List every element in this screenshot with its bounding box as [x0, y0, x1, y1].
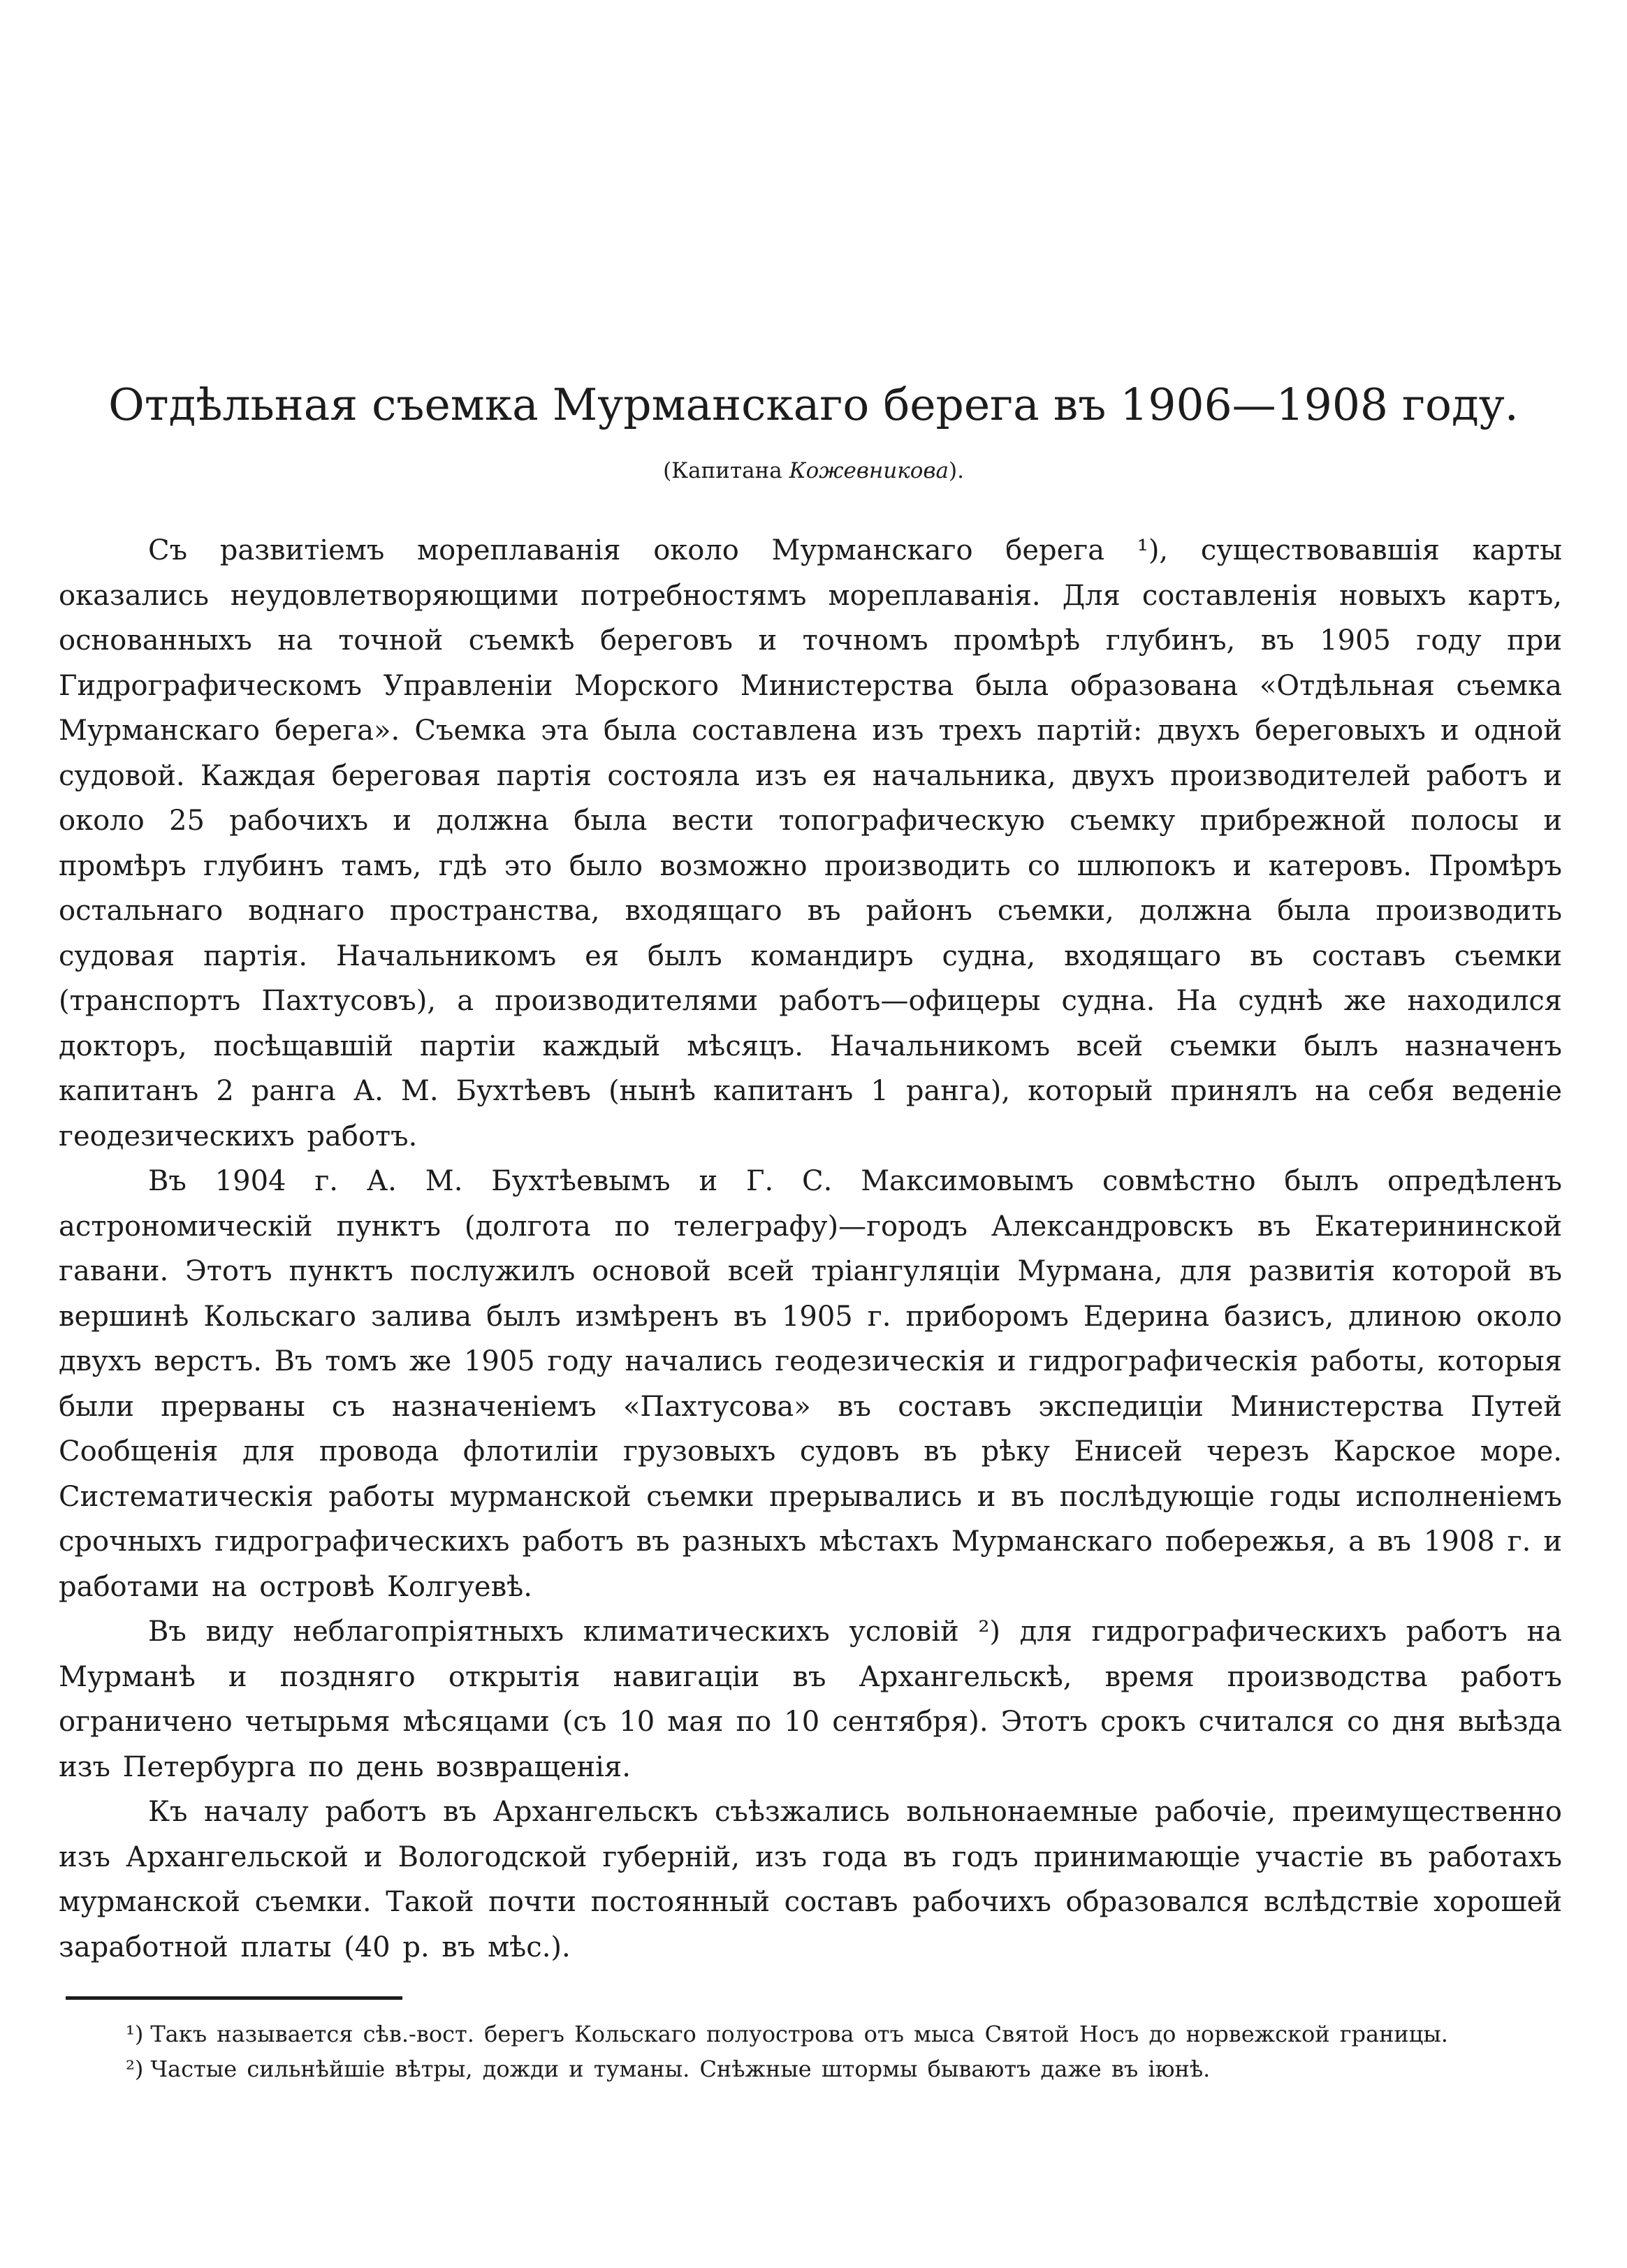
subtitle-suffix: ).	[948, 458, 964, 483]
footnote-1-marker: ¹)	[126, 2021, 144, 2047]
footnote-separator-rule	[66, 1996, 402, 2000]
footnote-2	[59, 2051, 1562, 2086]
footnote-2-text: Частые сильнѣйшіе вѣтры, дожди и туманы. Снѣжные штормы бываютъ даже въ іюнѣ.	[150, 2056, 1211, 2082]
subtitle-prefix: (Капитана	[663, 458, 789, 483]
paragraph-3: Въ виду неблагопріятныхъ климатическихъ условій ²) для гидрографическихъ работъ на Мурманѣ и поздняго открытія навигаціи въ Архангельскѣ, время производства работъ ограничено четырьмя мѣсяцами (съ 10 мая по 10 сентября). Этотъ срокъ считался со дня выѣзда изъ Петербурга по день возвращенія.	[59, 1616, 1562, 1783]
paragraph-4: Къ началу работъ въ Архангельскъ съѣзжались вольнонаемные рабочіе, преимущественно изъ Архангельской и Вологодской губерній, изъ года въ годъ принимающіе участіе въ работахъ мурманской съемки. Такой почти постоянный составъ рабочихъ образовался вслѣдствіе хорошей заработной платы (40 р. въ мѣс.).	[59, 1796, 1562, 1963]
footnote-1-text: Такъ называется сѣв.-вост. берегъ Кольскаго полуострова отъ мыса Святой Носъ до норвежской границы.	[150, 2021, 1448, 2047]
footnote-1	[59, 2017, 1562, 2051]
footnotes-section	[59, 1996, 1562, 2086]
paragraph-1: Съ развитіемъ мореплаванія около Мурманскаго берега ¹), существовавшія карты оказались неудовлетворяющими потребностямъ мореплаванія. Для составленія новыхъ картъ, основанныхъ на точной съемкѣ береговъ и точномъ промѣрѣ глубинъ, въ 1905 году при Гидрографическомъ Управленіи Морского Министерства была образована «Отдѣльная съемка Мурманскаго берега». Съемка эта была составлена изъ трехъ партій: двухъ береговыхъ и одной судовой. Каждая береговая партія состояла изъ ея начальника, двухъ производителей работъ и около 25 рабочихъ и должна была вести топографическую съемку прибрежной полосы и промѣръ глубинъ тамъ, гдѣ это было возможно производить со шлюпокъ и катеровъ. Промѣръ остальнаго воднаго пространства, входящаго въ районъ съемки, должна была производить судовая партія. Начальникомъ ея былъ командиръ судна, входящаго въ составъ съемки (транспортъ Пахтусовъ), а производителями работъ—офицеры судна. На суднѣ же находился докторъ, посѣщавшій партіи каждый мѣсяцъ. Начальникомъ всей съемки былъ назначенъ капитанъ 2 ранга А. М. Бухтѣевъ (нынѣ капитанъ 1 ранга), который принялъ на себя веденіе геодезическихъ работъ.	[59, 534, 1562, 1153]
author-name: Кожевникова	[789, 458, 949, 483]
footnote-2-marker: ²)	[126, 2056, 144, 2082]
article-body	[59, 528, 1562, 1970]
paragraph-2: Въ 1904 г. А. М. Бухтѣевымъ и Г. С. Максимовымъ совмѣстно былъ опредѣленъ астрономическій пунктъ (долгота по телеграфу)—городъ Александровскъ въ Екатерининской гавани. Этотъ пунктъ послужилъ основой всей тріангуляціи Мурмана, для развитія которой въ вершинѣ Кольскаго залива былъ измѣренъ въ 1905 г. приборомъ Едерина базисъ, длиною около двухъ верстъ. Въ томъ же 1905 году начались геодезическія и гидрографическія работы, которыя были прерваны съ назначеніемъ «Пахтусова» въ составъ экспедиціи Министерства Путей Сообщенія для провода флотиліи грузовыхъ судовъ въ рѣку Енисей черезъ Карское море. Систематическія работы мурманской съемки прерывались и въ послѣдующіе годы исполненіемъ срочныхъ гидрографическихъ работъ въ разныхъ мѣстахъ Мурманскаго побережья, а въ 1908 г. и работами на островѣ Колгуевѣ.	[59, 1165, 1562, 1603]
article-title: Отдѣльная съемка Мурманскаго берега въ 1906—1908 году.	[108, 379, 1519, 430]
article-subtitle	[0, 458, 1627, 483]
